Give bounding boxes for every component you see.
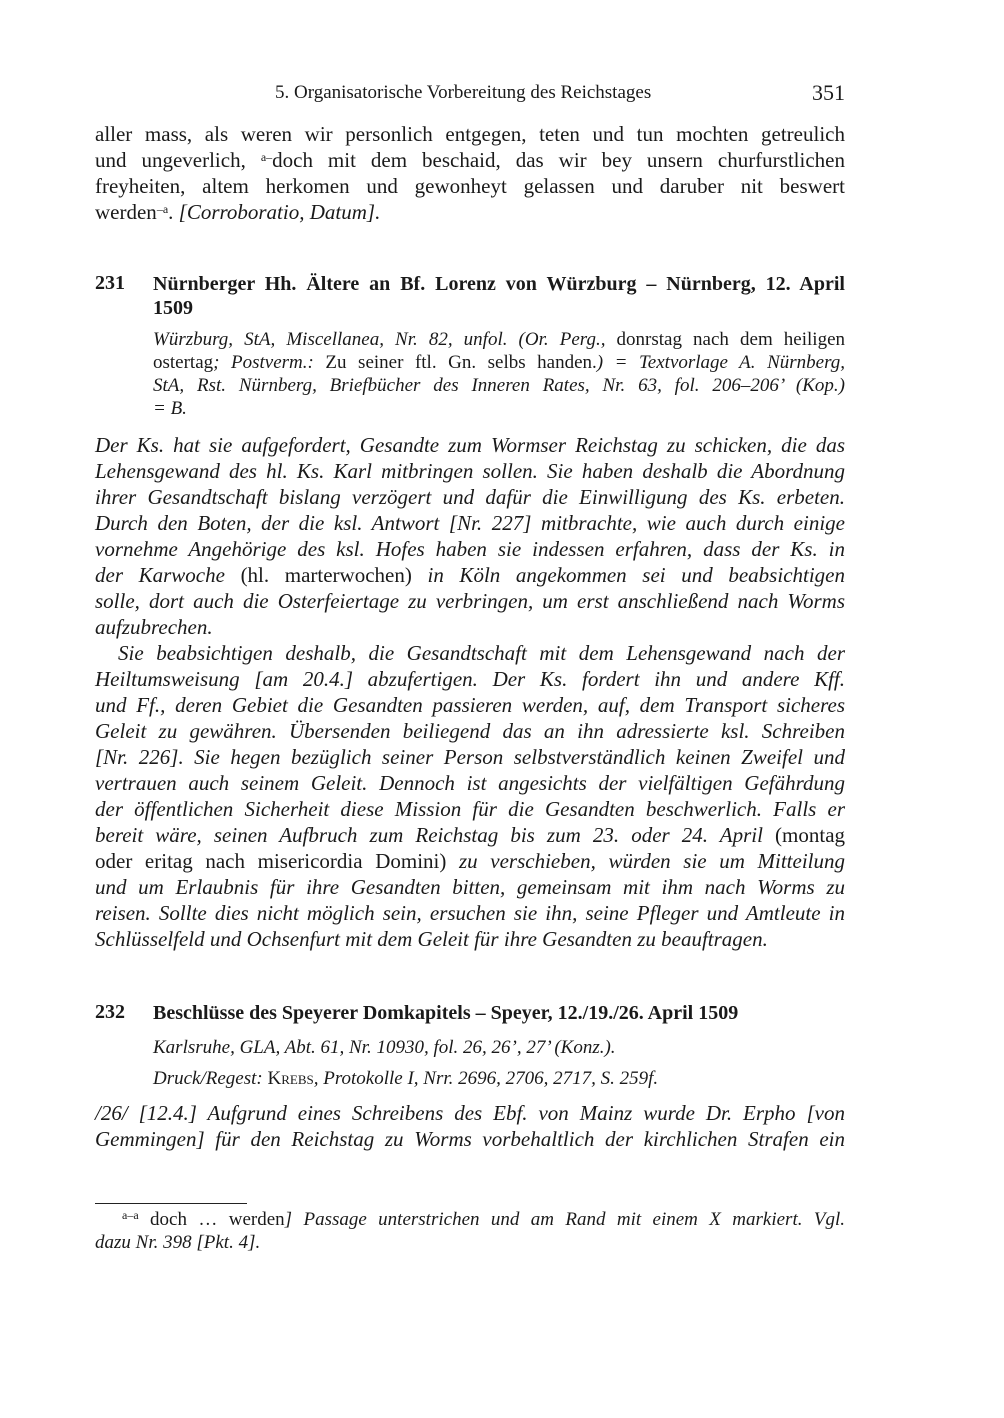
text-line: freyheiten, altem herkomen und gewonheyt gelassen und daruber nit beswert: [95, 174, 845, 198]
running-head-title: 5. Organisatorische Vorbereitung des Reichstages: [275, 82, 652, 103]
text-line: der Karwoche (hl. marterwochen) in Köln angekommen sei und beabsichtigen: [95, 563, 846, 587]
text-line: und um Erlaubnis für ihre Gesandten bitten, gemeinsam mit ihm nach Worms zu: [95, 875, 845, 899]
entry-number: 232: [95, 1001, 125, 1023]
source-line: Würzburg, StA, Miscellanea, Nr. 82, unfol. (Or. Perg., donrstag nach dem heiligen: [153, 329, 846, 350]
source-line: StA, Rst. Nürnberg, Briefbücher des Inneren Rates, Nr. 63, fol. 206–206’ (Kop.): [153, 375, 845, 396]
text-line: [Nr. 226]. Sie hegen bezüglich seiner Person selbstverständlich keinen Zweifel und: [95, 745, 845, 769]
text-line: aufzubrechen.: [95, 615, 213, 639]
text-line: aller mass, als weren wir personlich entgegen, teten und tun mochten getreulich: [95, 122, 845, 146]
text-line: /26/ [12.4.] Aufgrund eines Schreibens des Ebf. von Mainz wurde Dr. Erpho [von: [95, 1101, 845, 1125]
text-line: Lehensgewand des hl. Ks. Karl mitbringen sollen. Sie haben deshalb die Abordnung: [95, 459, 845, 483]
text-line: ihrer Gesandtschaft bislang verzögert und dafür die Einwilligung des Ks. erbeten.: [95, 485, 845, 509]
text-line: solle, dort auch die Osterfeiertage zu verbringen, um erst anschließend nach Worms: [95, 589, 845, 613]
entry-number: 231: [95, 272, 125, 294]
text-line: Gemmingen] für den Reichstag zu Worms vorbehaltlich der kirchlichen Strafen ein: [95, 1127, 845, 1151]
running-head: [95, 80, 845, 106]
text-line: und ungeverlich, $^{a-}$doch mit dem beschaid, das wir bey unsern churfurstlichen: [95, 148, 845, 172]
entry-heading: Beschlüsse des Speyerer Domkapitels – Speyer, 12./19./26. April 1509: [153, 1002, 739, 1024]
text-line: Sie beabsichtigen deshalb, die Gesandtschaft mit dem Lehensgewand nach der: [118, 641, 845, 665]
footnote-rule: [95, 1203, 247, 1204]
text-line: Heiltumsweisung [am 20.4.] abzufertigen. Der Ks. fordert ihn und andere Kff.: [95, 667, 845, 691]
page-number: 351: [812, 80, 845, 105]
source-line: ostertag; Postverm.: Zu seiner ftl. Gn. selbs handen.) = Textvorlage A. Nürnberg,: [153, 352, 846, 373]
text-line: oder eritag nach misericordia Domini) zu verschieben, würden sie um Mitteilung: [95, 849, 846, 873]
text-line: Der Ks. hat sie aufgefordert, Gesandte zum Wormser Reichstag zu schicken, die das: [95, 433, 845, 457]
footnote-line: $^{a-a}$ doch … werden] Passage unterstrichen und am Rand mit einem X markiert. Vgl.: [122, 1208, 845, 1230]
footnote-line: dazu Nr. 398 [Pkt. 4].: [95, 1232, 261, 1253]
text-line: reisen. Sollte dies nicht möglich sein, ersuchen sie ihn, seine Pfleger und Amtleute in: [95, 901, 845, 925]
text-line: bereit wäre, seinen Aufbruch zum Reichstag bis zum 23. oder 24. April (montag: [95, 823, 846, 847]
text-line: Durch den Boten, der die ksl. Antwort [Nr. 227] mitbrachte, wie auch durch einige: [95, 511, 845, 535]
entry-heading-cont: 1509: [153, 297, 193, 319]
text-line: Geleit zu gewähren. Übersenden beiliegend das an ihn adressierte ksl. Schreiben: [95, 719, 845, 743]
text-line: vertrauen auch seinem Geleit. Dennoch ist angesichts der vielfältigen Gefährdung: [95, 771, 845, 795]
source-line: Karlsruhe, GLA, Abt. 61, Nr. 10930, fol. 26, 26’, 27’ (Konz.).: [153, 1037, 616, 1058]
footnote-marker: a–a: [122, 1208, 139, 1222]
text-line: werden$^{-a}$. [Corroboratio, Datum].: [95, 200, 381, 224]
source-line: = B.: [153, 398, 187, 419]
text-line: der öffentlichen Sicherheit diese Mission für die Gesandten beschwerlich. Falls er: [95, 797, 845, 821]
text-line: vornehme Angehörige des ksl. Hofes haben sie indessen erfahren, dass der Ks. in: [95, 537, 845, 561]
entry-heading: Nürnberger Hh. Ältere an Bf. Lorenz von Würzburg – Nürnberg, 12. April: [153, 273, 845, 295]
print-reference: Druck/Regest: Krebs, Protokolle I, Nrr. 2696, 2706, 2717, S. 259f.: [153, 1068, 659, 1089]
footnote-marker-close: –a: [156, 202, 169, 216]
footnote-marker-open: a–: [260, 150, 273, 164]
text-line: Schlüsselfeld und Ochsenfurt mit dem Geleit für ihre Gesandten zu beauftragen.: [95, 927, 768, 951]
text-line: und Ff., deren Gebiet die Gesandten passieren werden, auf, dem Transport sicheres: [95, 693, 845, 717]
